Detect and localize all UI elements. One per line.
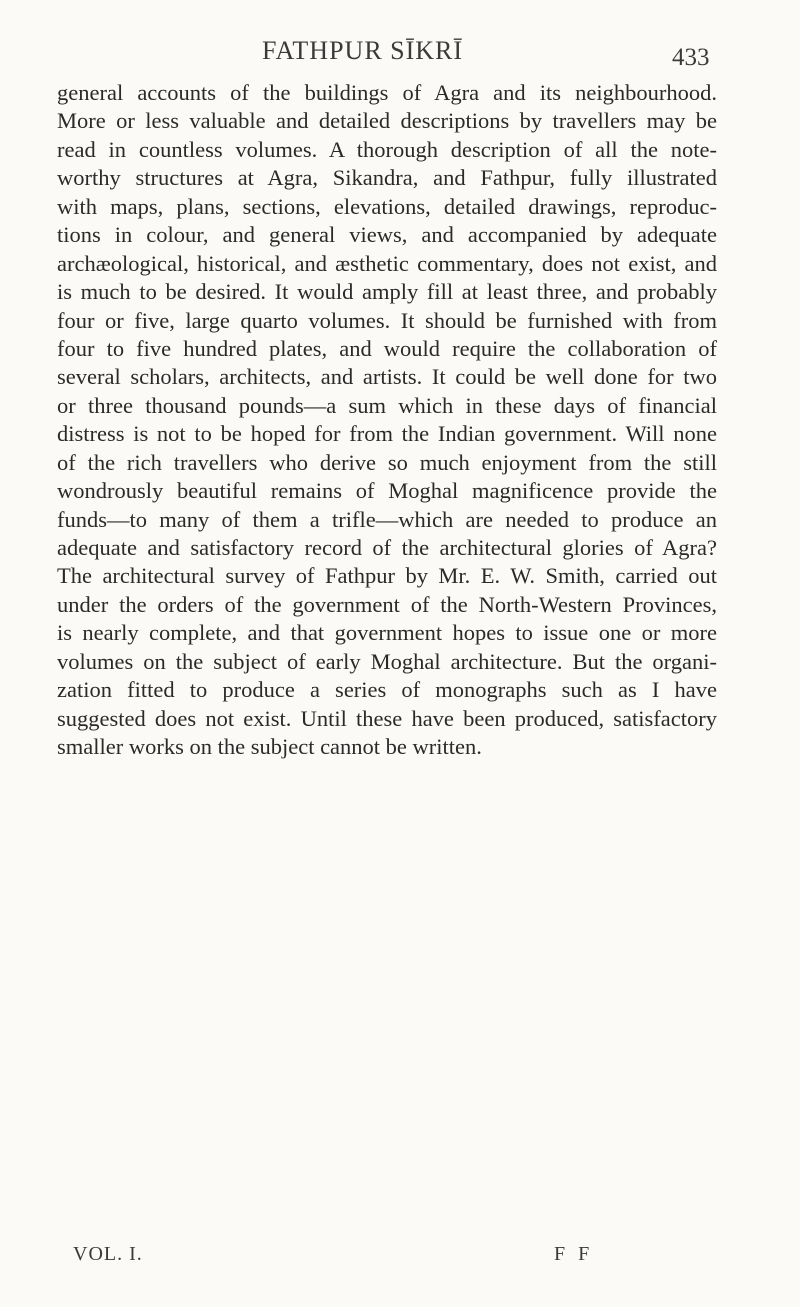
text-line: several scholars, architects, and artists. It could be well done for two (57, 364, 717, 390)
text-line: suggested does not exist. Until these have been produced, satisfactory (57, 705, 717, 731)
text-line: or three thousand pounds—a sum which in these days of financial (57, 392, 717, 418)
running-head (0, 30, 800, 70)
text-line: adequate and satisfactory record of the architectural glories of Agra? (57, 535, 717, 560)
text-line: archæological, historical, and æsthetic commentary, does not exist, and (57, 250, 717, 276)
page-footer (0, 1243, 800, 1273)
text-line: zation fitted to produce a series of monographs such as I have (57, 677, 717, 703)
running-title: FATHPUR SĪKRĪ (262, 36, 464, 65)
text-line: wondrously beautiful remains of Moghal magnificence provide the (57, 478, 717, 504)
text-line: volumes on the subject of early Moghal architecture. But the organi- (57, 648, 717, 674)
page-number: 433 (672, 44, 710, 71)
text-line: The architectural survey of Fathpur by Mr. E. W. Smith, carried out (57, 563, 717, 589)
text-line: under the orders of the government of the North-Western Provinces, (57, 591, 717, 617)
text-line: More or less valuable and detailed descriptions by travellers may be (57, 108, 717, 134)
volume-label: VOL. I. (73, 1243, 143, 1265)
text-line: four to five hundred plates, and would require the collaboration of (57, 335, 717, 361)
text-line: read in countless volumes. A thorough description of all the note- (57, 136, 717, 162)
signature-mark: F F (554, 1243, 594, 1265)
text-line: distress is not to be hoped for from the Indian government. Will none (57, 421, 717, 447)
body-paragraph (57, 79, 717, 762)
text-line: worthy structures at Agra, Sikandra, and Fathpur, fully illustrated (57, 165, 717, 191)
text-line-last: smaller works on the subject cannot be written. (57, 734, 482, 760)
text-line: tions in colour, and general views, and accompanied by adequate (57, 222, 717, 248)
text-line: general accounts of the buildings of Agra and its neighbourhood. (57, 80, 717, 105)
text-line: of the rich travellers who derive so much enjoyment from the still (57, 449, 717, 475)
text-line: four or five, large quarto volumes. It should be furnished with from (57, 307, 717, 333)
text-line: with maps, plans, sections, elevations, detailed drawings, reproduc- (57, 193, 717, 219)
text-line: funds—to many of them a trifle—which are needed to produce an (57, 506, 717, 532)
text-line: is nearly complete, and that government hopes to issue one or more (57, 620, 717, 646)
text-line: is much to be desired. It would amply fill at least three, and probably (57, 279, 717, 305)
